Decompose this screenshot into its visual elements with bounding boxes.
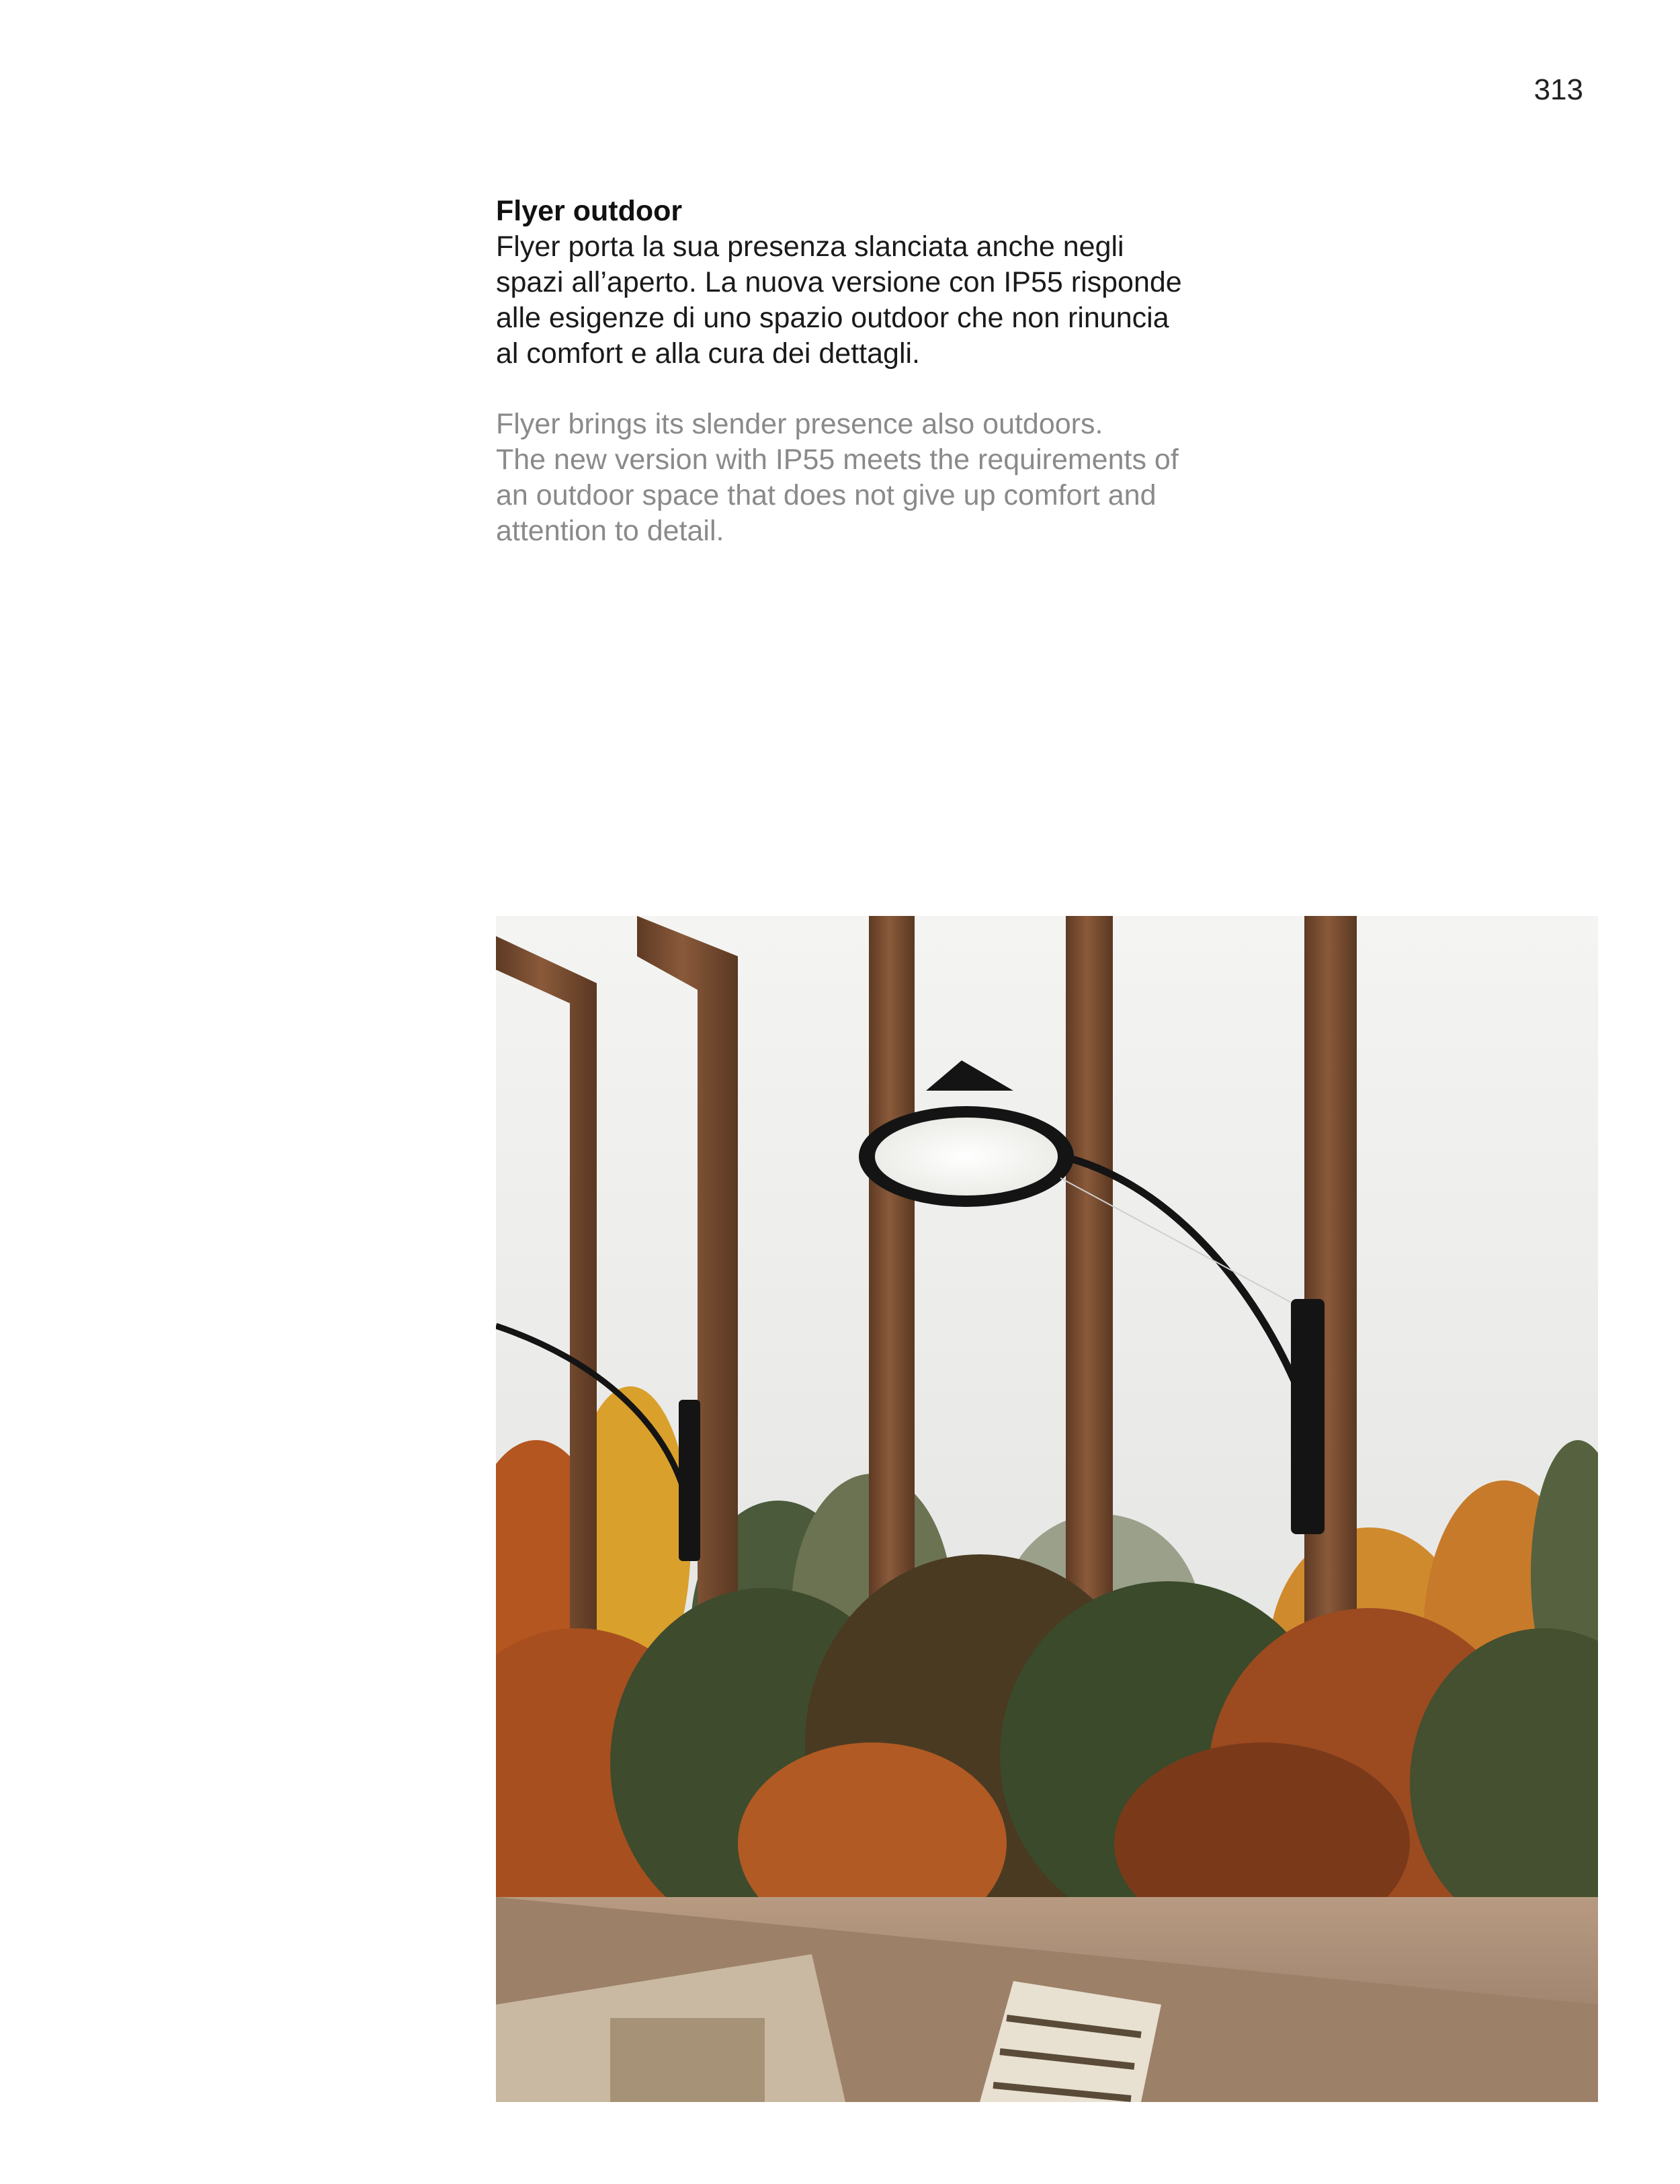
outdoor-sofa bbox=[496, 1897, 1598, 2102]
italian-description bbox=[496, 229, 1222, 372]
product-title: Flyer outdoor bbox=[496, 195, 683, 227]
italian-line: Flyer porta la sua presenza slanciata anche negli bbox=[496, 230, 1124, 263]
text-block bbox=[496, 194, 1222, 549]
product-photo bbox=[496, 916, 1598, 2102]
outdoor-scene-illustration bbox=[496, 916, 1598, 2102]
italian-line: al comfort e alla cura dei dettagli. bbox=[496, 337, 920, 370]
italian-line: spazi all’aperto. La nuova versione con IP55 risponde bbox=[496, 266, 1182, 298]
english-line: The new version with IP55 meets the requirements of bbox=[496, 444, 1179, 476]
english-line: Flyer brings its slender presence also outdoors. bbox=[496, 408, 1103, 440]
english-description bbox=[496, 407, 1222, 549]
italian-line: alle esigenze di uno spazio outdoor che non rinuncia bbox=[496, 302, 1169, 334]
english-line: an outdoor space that does not give up comfort and bbox=[496, 479, 1157, 511]
english-line: attention to detail. bbox=[496, 515, 724, 547]
page-number: 313 bbox=[1534, 73, 1583, 106]
